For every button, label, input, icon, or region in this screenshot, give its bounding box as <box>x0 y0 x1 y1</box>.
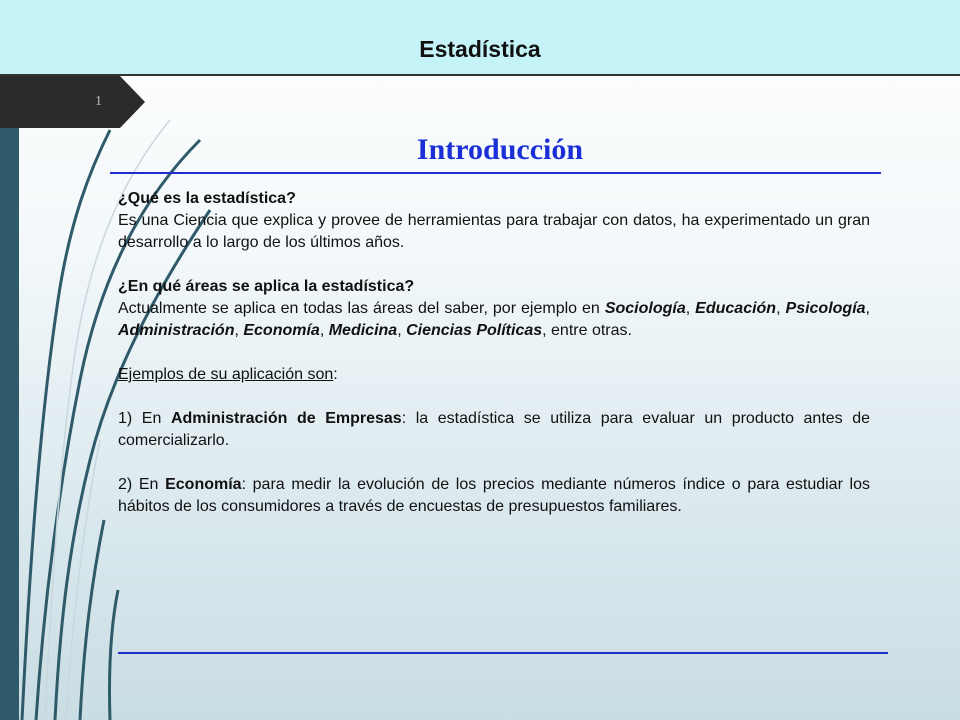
area-psicologia: Psicología <box>785 300 866 317</box>
area-educacion: Educación <box>695 300 777 317</box>
area-economia: Economía <box>243 322 320 339</box>
content-body <box>118 188 870 518</box>
examples-heading: Ejemplos de su aplicación son: <box>118 366 338 383</box>
example-1: 1) En Administración de Empresas: la estadística se utiliza para evaluar un producto antes de comercializarlo. <box>118 410 871 449</box>
answer-areas: Actualmente se aplica en todas las áreas del saber, por ejemplo en Sociología, Educación, Psicología, Administración, Economía, Medicina, Ciencias Políticas, entre otras. <box>118 300 870 339</box>
area-sociologia: Sociología <box>604 300 686 317</box>
question-areas: ¿En qué áreas se aplica la estadística? <box>118 278 415 295</box>
area-medicina: Medicina <box>328 322 398 339</box>
question-what-is: ¿Qué es la estadística? <box>118 190 296 207</box>
slide-title: Introducción <box>416 133 584 166</box>
area-ciencias-politicas: Ciencias Políticas <box>406 322 543 339</box>
slide-number: 1 <box>95 94 102 109</box>
header-title: Estadística <box>419 36 541 62</box>
title-underline <box>110 172 881 174</box>
answer-what-is: Es una Ciencia que explica y provee de herramientas para trabajar con datos, ha experimentado un gran desarrollo a lo largo de los últimos años. <box>118 212 870 251</box>
example-2: 2) En Economía: para medir la evolución de los precios mediante números índice o para estudiar los hábitos de los consumidores a través de encuestas de presupuestos familiares. <box>118 476 871 515</box>
area-administracion: Administración <box>118 322 235 339</box>
bottom-rule <box>118 652 888 654</box>
